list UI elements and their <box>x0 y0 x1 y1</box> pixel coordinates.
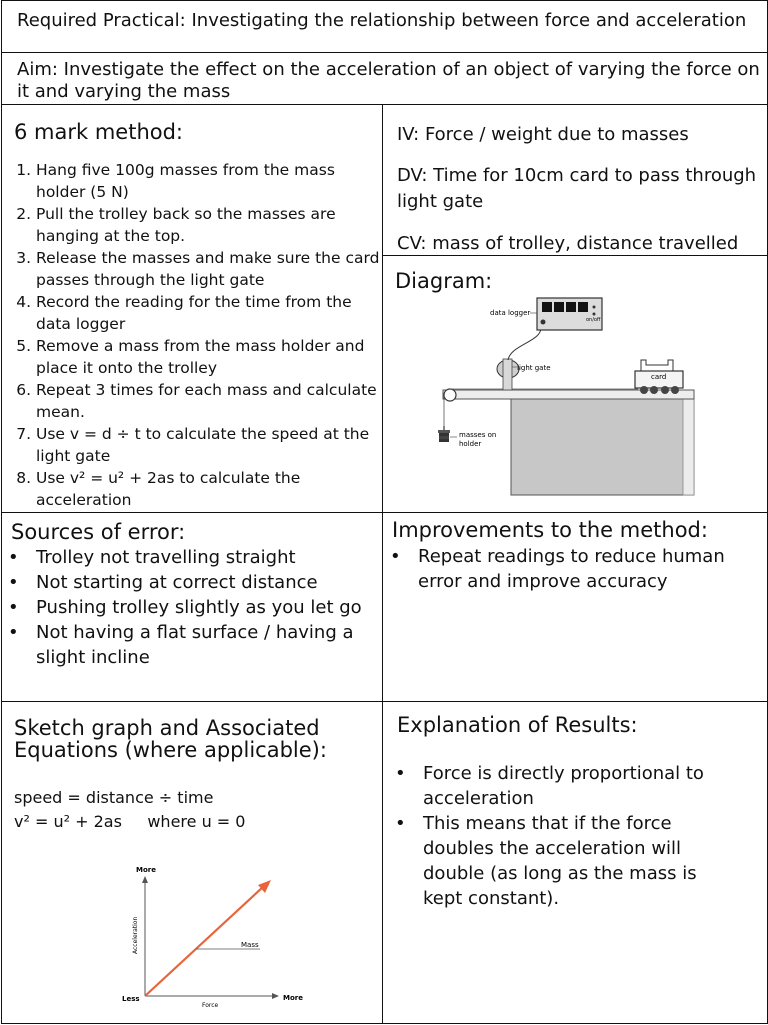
on-off-label: on/off <box>586 317 601 323</box>
page-title: Required Practical: Investigating the relationship between force and acceleration <box>17 10 747 31</box>
data-logger-button <box>593 313 596 316</box>
trolley-wheel <box>650 386 658 394</box>
x-axis-arrow <box>272 993 279 999</box>
y-axis-label: Acceleration <box>132 916 139 954</box>
speed-equation: speed = distance ÷ time <box>14 788 214 807</box>
sketch-graph <box>2 702 384 1025</box>
mass-holder <box>438 430 450 433</box>
title-box <box>1 0 768 53</box>
pulley <box>444 389 456 401</box>
improvement-item: • Repeat readings to reduce human error and improve accuracy <box>384 544 754 594</box>
explanation-heading: Explanation of Results: <box>397 713 638 737</box>
sketch-heading: Sketch graph and Associated Equations (where applicable): <box>14 716 327 762</box>
trolley-wheel <box>661 386 669 394</box>
diagram-heading: Diagram: <box>395 269 493 293</box>
error-item: • Trolley not travelling straight <box>2 545 374 570</box>
suvat-equation: v² = u² + 2as where u = 0 <box>14 812 246 831</box>
explanation-item: • Force is directly proportional to acceleration <box>389 761 734 811</box>
light-gate-cable <box>508 326 541 360</box>
method-step: 8. Use v² = u² + 2as to calculate the acceleration <box>36 467 386 511</box>
origin-label: Less <box>122 995 140 1003</box>
data-logger-display <box>542 302 552 312</box>
method-step: 4. Record the reading for the time from the data logger <box>36 291 386 335</box>
error-item: • Not starting at correct distance <box>2 570 374 595</box>
method-steps <box>14 159 386 511</box>
cv-text: CV: mass of trolley, distance travelled <box>397 233 739 254</box>
y-axis-arrow <box>142 876 148 883</box>
method-step: 5. Remove a mass from the mass holder and place it onto the trolley <box>36 335 386 379</box>
method-heading: 6 mark method: <box>14 120 184 144</box>
iv-text: IV: Force / weight due to masses <box>397 124 689 145</box>
sketch-box <box>1 701 383 1024</box>
data-logger-button <box>593 306 596 309</box>
improvements-list <box>384 544 754 594</box>
improvements-box <box>382 512 768 702</box>
mass <box>439 439 449 442</box>
variables-box <box>382 104 768 256</box>
data-logger-display <box>566 302 576 312</box>
aim-text: Aim: Investigate the effect on the acceleration of an object of varying the force on it and varying the mass <box>17 59 760 102</box>
method-step: 3. Release the masses and make sure the card passes through the light gate <box>36 247 386 291</box>
errors-box <box>1 512 383 702</box>
masses-label: masses on <box>459 431 497 439</box>
method-step: 6. Repeat 3 times for each mass and calculate mean. <box>36 379 386 423</box>
method-box <box>1 104 383 513</box>
mass-line-label: Mass <box>241 941 259 949</box>
light-gate-body <box>503 359 512 390</box>
bench-side <box>683 399 694 495</box>
data-logger-display <box>554 302 564 312</box>
x-more-label: More <box>283 994 303 1002</box>
explanation-list <box>389 761 734 911</box>
error-item: • Pushing trolley slightly as you let go <box>2 595 374 620</box>
errors-heading: Sources of error: <box>11 520 186 544</box>
data-logger-socket <box>541 320 546 325</box>
x-axis-label: Force <box>202 1002 219 1009</box>
y-more-label: More <box>136 866 156 874</box>
card-label: card <box>651 373 667 381</box>
light-gate-label: light gate <box>517 364 551 372</box>
data-logger-display <box>578 302 588 312</box>
error-item: • Not having a flat surface / having a slight incline <box>2 620 374 670</box>
apparatus-diagram <box>383 256 768 514</box>
explanation-box <box>382 701 768 1024</box>
trolley-wheel <box>671 386 679 394</box>
data-logger-label: data logger <box>490 309 531 317</box>
diagram-box <box>382 255 768 513</box>
holder-label: holder <box>459 440 482 448</box>
mass <box>439 436 449 439</box>
explanation-item: • This means that if the force doubles the acceleration will double (as long as the mass is kept constant). <box>389 811 734 911</box>
improvements-heading: Improvements to the method: <box>392 518 708 542</box>
method-step: 2. Pull the trolley back so the masses are hanging at the top. <box>36 203 386 247</box>
method-step: 7. Use v = d ÷ t to calculate the speed at the light gate <box>36 423 386 467</box>
method-step: 1. Hang five 100g masses from the mass holder (5 N) <box>36 159 386 203</box>
trolley-card <box>641 360 673 371</box>
aim-box <box>1 52 768 105</box>
dv-text: DV: Time for 10cm card to pass through light gate <box>397 165 757 212</box>
trolley-wheel <box>640 386 648 394</box>
errors-list <box>2 545 374 670</box>
bench <box>511 399 694 495</box>
mass <box>439 433 449 436</box>
